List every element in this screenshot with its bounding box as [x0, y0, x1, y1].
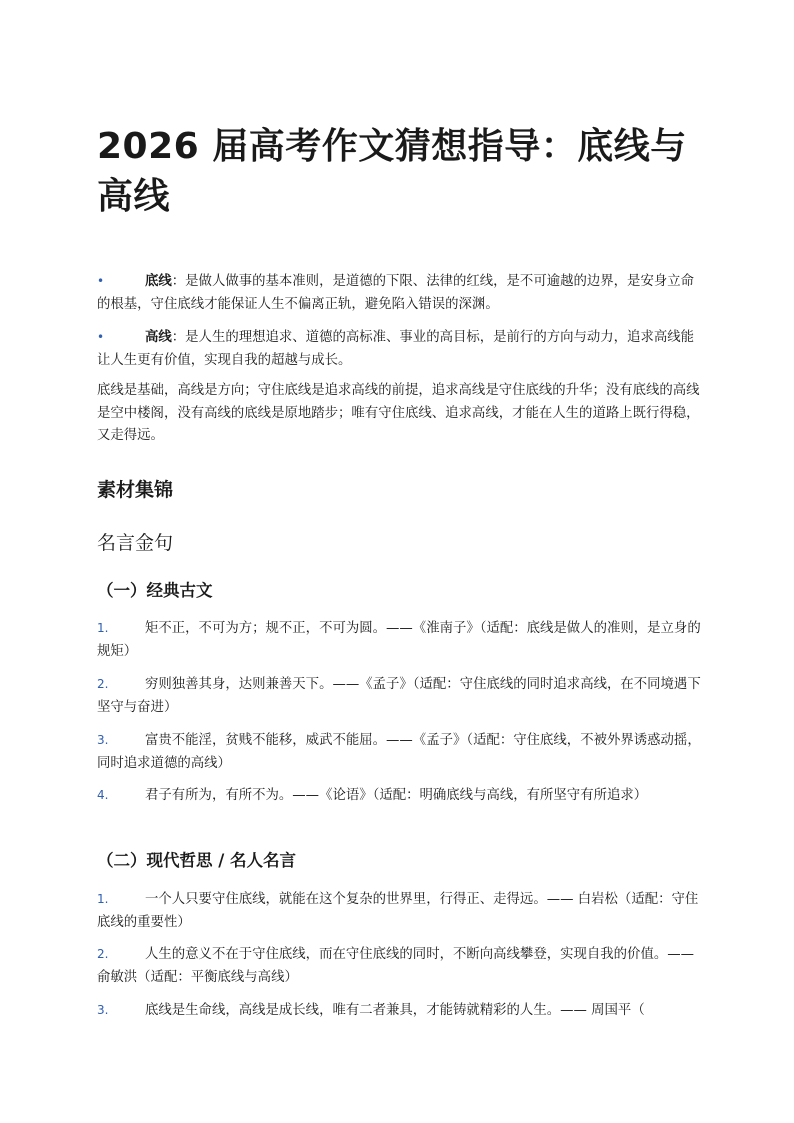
subsection-heading: （一）经典古文 [97, 581, 213, 600]
section-heading: 名言金句 [97, 532, 174, 554]
section-heading: 素材集锦 [97, 479, 174, 501]
list-number: 2. [97, 677, 109, 691]
list-item [97, 673, 701, 719]
list-item [97, 888, 701, 934]
term-label: 底线 [145, 274, 172, 289]
term-label: 高线 [145, 330, 172, 345]
summary-paragraph: 底线是基础，高线是方向；守住底线是追求高线的前提，追求高线是守住底线的升华；没有底线的高线是空中楼阁，没有高线的底线是原地踏步；唯有守住底线、追求高线，才能在人生的道路上既行得稳，又走得远。 [97, 383, 700, 443]
term-text: ：是人生的理想追求、道德的高标准、事业的高目标，是前行的方向与动力，追求高线能让人生更有价值，实现自我的超越与成长。 [97, 330, 695, 368]
list-number: 3. [97, 1003, 109, 1017]
list-item [97, 326, 701, 372]
list-item [97, 617, 701, 663]
list-number: 1. [97, 621, 109, 635]
quote-text: 君子有所为，有所不为。——《论语》（适配：明确底线与高线，有所坚守有所追求） [145, 788, 648, 803]
list-item [97, 943, 701, 989]
bullet-icon: • [97, 274, 105, 288]
list-item [97, 784, 701, 808]
term-text: ：是做人做事的基本准则，是道德的下限、法律的红线，是不可逾越的边界，是安身立命的根基，守住底线才能保证人生不偏离正轨，避免陷入错误的深渊。 [97, 274, 695, 312]
bullet-icon: • [97, 330, 105, 344]
quote-text: 一个人只要守住底线，就能在这个复杂的世界里，行得正、走得远。—— 白岩松（适配：守住底线的重要性） [97, 892, 699, 930]
list-item [97, 999, 701, 1023]
quote-text: 人生的意义不在于守住底线，而在守住底线的同时，不断向高线攀登，实现自我的价值。—— 俞敏洪（适配：平衡底线与高线） [97, 947, 695, 985]
list-number: 2. [97, 947, 109, 961]
quote-text: 矩不正，不可为方；规不正，不可为圆。——《淮南子》（适配：底线是做人的准则，是立身的规矩） [97, 621, 701, 659]
list-number: 3. [97, 733, 109, 747]
list-item [97, 729, 701, 775]
quote-text: 富贵不能淫，贫贱不能移，威武不能屈。——《孟子》（适配：守住底线，不被外界诱惑动摇，同时追求道德的高线） [97, 733, 701, 771]
list-number: 4. [97, 788, 109, 802]
list-number: 1. [97, 892, 109, 906]
document-title: 2026 届高考作文猜想指导：底线与高线 [97, 126, 687, 217]
list-item [97, 270, 701, 316]
subsection-heading: （二）现代哲思 / 名人名言 [97, 851, 297, 870]
quote-text: 穷则独善其身，达则兼善天下。——《孟子》（适配：守住底线的同时追求高线，在不同境遇下坚守与奋进） [97, 677, 701, 715]
quote-text: 底线是生命线，高线是成长线，唯有二者兼具，才能铸就精彩的人生。—— 周国平（ [145, 1003, 645, 1018]
